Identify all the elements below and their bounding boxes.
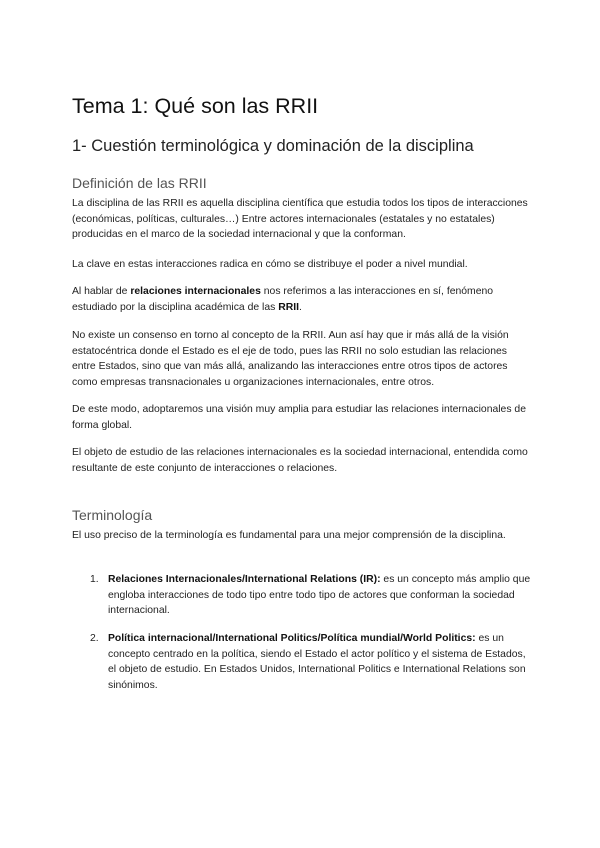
list-item-term: Relaciones Internacionales/International Relations (IR):	[108, 574, 381, 585]
list-item-term: Política internacional/International Politics/Política mundial/World Politics:	[108, 633, 476, 644]
page-title: Tema 1: Qué son las RRII	[72, 94, 319, 118]
terminology-list	[72, 572, 532, 619]
paragraph-vision: De este modo, adoptaremos una visión muy amplia para estudiar las relaciones internacionales de forma global.	[72, 404, 526, 431]
paragraph-consenso: No existe un consenso en torno al concepto de la RRII. Aun así hay que ir más allá de la visión estatocéntrica donde el Estado es el eje de todo, pues las RRII no solo estudian las relaciones entre Estados, sino que van más allá, analizando las interacciones entre otros tipos de actores como empresas transnacionales u organizaciones internacionales, entre otros.	[72, 330, 509, 389]
paragraph-relaciones: Al hablar de relaciones internacionales nos referimos a las interacciones en sí, fenómeno estudiado por la disciplina académica de las RRII.	[72, 286, 494, 313]
paragraph-clave: La clave en estas interacciones radica en cómo se distribuye el poder a nivel mundial.	[72, 259, 468, 270]
paragraph-definicion: La disciplina de las RRII es aquella disciplina científica que estudia todos los tipos de interacciones (económicas, políticas, culturales…) Entre actores internacionales (estatales y no estatales) producidas en el marco de la sociedad internacional y que la conforman.	[72, 198, 528, 241]
section-heading: 1- Cuestión terminológica y dominación de la disciplina	[72, 137, 474, 155]
list-item: 1. Relaciones Internacionales/International Relations (IR): es un concepto más amplio que engloba interacciones de todo tipo entre todo tipo de actores que conforman la sociedad internacional.	[90, 574, 531, 617]
list-item: 2. Política internacional/International Politics/Política mundial/World Politics: es un concepto centrado en la política, siendo el Estado el actor político y el sistema de Estados, el objeto de estudio. En Estados Unidos, International Politics e International Relations son sinónimos.	[90, 633, 526, 692]
paragraph-objeto: El objeto de estudio de las relaciones internacionales es la sociedad internacional, entendida como resultante de este conjunto de interacciones o relaciones.	[72, 447, 528, 474]
bold-term-relaciones: relaciones internacionales	[130, 286, 261, 297]
subsection-heading-definicion: Definición de las RRII	[72, 175, 207, 191]
terminology-list	[72, 631, 532, 694]
paragraph-terminologia-intro: El uso preciso de la terminología es fundamental para una mejor comprensión de la disciplina.	[72, 530, 506, 541]
bold-term-rrii: RRII	[278, 301, 300, 313]
subsection-heading-terminologia: Terminología	[72, 507, 153, 523]
